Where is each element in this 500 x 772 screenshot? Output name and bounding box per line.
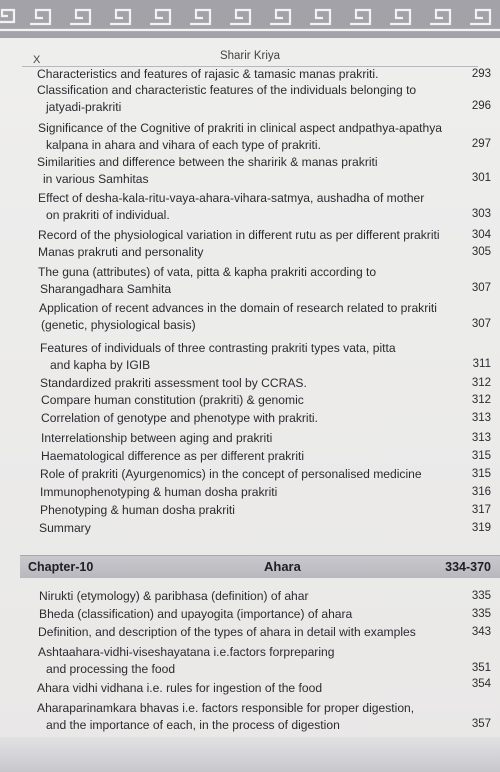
toc-entry[interactable] xyxy=(0,375,500,392)
toc-entry-page: 313 xyxy=(471,412,491,424)
toc-entry-text: and kapha by IGIB xyxy=(50,358,151,372)
toc-entry-page: 316 xyxy=(471,486,491,498)
toc-entry-text: Role of prakriti (Ayurgenomics) in the concept of personalised medicine xyxy=(40,467,422,481)
toc-entry-page: 354 xyxy=(471,678,491,690)
toc-entry-page: 311 xyxy=(472,358,491,370)
toc-entry-page: 305 xyxy=(471,246,491,258)
toc-entry-text: Nirukti (etymology) & paribhasa (definition) of ahar xyxy=(39,589,309,603)
toc-entry[interactable] xyxy=(0,644,500,678)
toc-entry-page: 351 xyxy=(471,662,491,674)
toc-entry-text: The guna (attributes) of vata, pitta & kapha prakriti according to xyxy=(38,265,377,279)
toc-entry-page: 307 xyxy=(471,318,491,330)
toc-entry-text: Classification and characteristic features of the individuals belonging to xyxy=(37,83,417,97)
toc-entry[interactable] xyxy=(0,392,500,409)
chapter-title: Ahara xyxy=(264,559,301,574)
toc-entry-page: 293 xyxy=(471,68,491,80)
toc-entry-text: Standardized prakriti assessment tool by CCRAS. xyxy=(40,376,307,390)
toc-entry[interactable] xyxy=(0,700,500,734)
toc-entry-text: (genetic, physiological basis) xyxy=(41,318,196,332)
toc-entry-text: Phenotyping & human dosha prakriti xyxy=(40,503,235,517)
toc-entry-page: 315 xyxy=(471,450,491,462)
toc-entry[interactable] xyxy=(0,606,500,623)
toc-entry-page: 313 xyxy=(471,432,491,444)
toc-entry-text: Compare human constitution (prakriti) & genomic xyxy=(41,393,304,407)
toc-entry-text: Correlation of genotype and phenotype with prakriti. xyxy=(41,411,318,425)
chapter-page-range: 334-370 xyxy=(445,560,491,574)
toc-entry[interactable] xyxy=(0,264,500,298)
toc-entry-page: 315 xyxy=(471,468,491,480)
toc-entry[interactable] xyxy=(0,588,500,605)
toc-entry[interactable] xyxy=(0,82,500,116)
toc-entry-page: 303 xyxy=(471,208,491,220)
toc-entry-page: 317 xyxy=(471,504,491,516)
toc-entry[interactable] xyxy=(0,484,500,501)
toc-entry-text: Manas prakruti and personality xyxy=(38,245,204,259)
toc-entry-text: Application of recent advances in the domain of research related to prakriti xyxy=(39,301,437,315)
chapter-label: Chapter-10 xyxy=(28,560,94,574)
toc-entry-page: 357 xyxy=(471,718,491,730)
toc-entry[interactable] xyxy=(0,624,500,641)
toc-entry-page: 312 xyxy=(471,377,491,389)
toc-entry-text: Significance of the Cognitive of prakriti in clinical aspect andpathya-apathya xyxy=(38,121,443,135)
toc-entry-text: in various Samhitas xyxy=(43,172,149,186)
toc-entry-page: 296 xyxy=(471,100,491,112)
page-number: X xyxy=(33,54,41,66)
toc-entry-text: Features of individuals of three contrasting prakriti types vata, pitta xyxy=(40,341,396,355)
page-bottom-shadow xyxy=(0,737,500,772)
toc-entry-text: Bheda (classification) and upayogita (importance) of ahara xyxy=(39,607,353,621)
toc-entry-text: Effect of desha-kala-ritu-vaya-ahara-vihara-satmya, aushadha of mother xyxy=(38,191,425,205)
toc-entry-text: on prakriti of individual. xyxy=(46,208,170,222)
toc-entry-page: 335 xyxy=(471,608,491,620)
toc-entry[interactable] xyxy=(0,502,500,519)
toc-entry[interactable] xyxy=(0,66,500,83)
toc-entry-text: jatyadi-prakriti xyxy=(46,100,122,114)
toc-entry-text: Summary xyxy=(39,521,91,535)
toc-entry[interactable] xyxy=(0,300,500,334)
toc-entry[interactable] xyxy=(0,190,500,224)
toc-entry-text: Aharaparinamkara bhavas i.e. factors responsible for proper digestion, xyxy=(37,701,415,715)
toc-entry-text: and processing the food xyxy=(46,662,176,676)
toc-entry[interactable] xyxy=(0,120,500,154)
toc-entry[interactable] xyxy=(0,430,500,447)
toc-entry-text: and the importance of each, in the process of digestion xyxy=(46,718,340,732)
toc-entry-text: Sharangadhara Samhita xyxy=(40,282,172,296)
toc-entry-page: 304 xyxy=(471,229,491,241)
toc-entry[interactable] xyxy=(0,466,500,483)
toc-entry-text: Immunophenotyping & human dosha prakriti xyxy=(40,485,278,499)
toc-entry-page: 343 xyxy=(471,626,491,638)
toc-entry-text: Interrelationship between aging and prakriti xyxy=(41,431,273,445)
toc-entry-text: kalpana in ahara and vihara of each type of prakriti. xyxy=(46,138,321,152)
toc-entry-text: Similarities and difference between the sharirik & manas prakriti xyxy=(37,155,378,169)
toc-entry[interactable] xyxy=(0,244,500,261)
toc-entry[interactable] xyxy=(0,410,500,427)
toc-entry[interactable] xyxy=(0,448,500,465)
toc-entry[interactable] xyxy=(0,154,500,188)
toc-entry-text: Definition, and description of the types of ahara in detail with examples xyxy=(38,625,416,639)
toc-entry-text: Haematological difference as per different prakriti xyxy=(41,449,305,463)
toc-entry-text: Ashtaahara-vidhi-viseshayatana i.e.factors forpreparing xyxy=(38,645,335,659)
toc-entry[interactable] xyxy=(0,680,500,697)
toc-entry[interactable] xyxy=(0,520,500,537)
book-title: Sharir Kriya xyxy=(219,50,281,62)
toc-entry-page: 297 xyxy=(471,138,491,150)
toc-entry-page: 307 xyxy=(471,282,491,294)
toc-entry-page: 301 xyxy=(471,172,491,184)
toc-entry-page: 335 xyxy=(471,590,491,602)
toc-entry-text: Ahara vidhi vidhana i.e. rules for ingestion of the food xyxy=(37,681,323,695)
toc-entry[interactable] xyxy=(0,340,500,374)
toc-entry-page: 312 xyxy=(471,394,491,406)
toc-entry-text: Record of the physiological variation in different rutu as per different prakriti xyxy=(38,228,440,242)
chapter-heading-bar xyxy=(20,555,500,578)
toc-entry-page: 319 xyxy=(471,522,491,534)
toc-entry[interactable] xyxy=(0,227,500,244)
toc-entry-text: Characteristics and features of rajasic & tamasic manas prakriti. xyxy=(37,67,379,81)
